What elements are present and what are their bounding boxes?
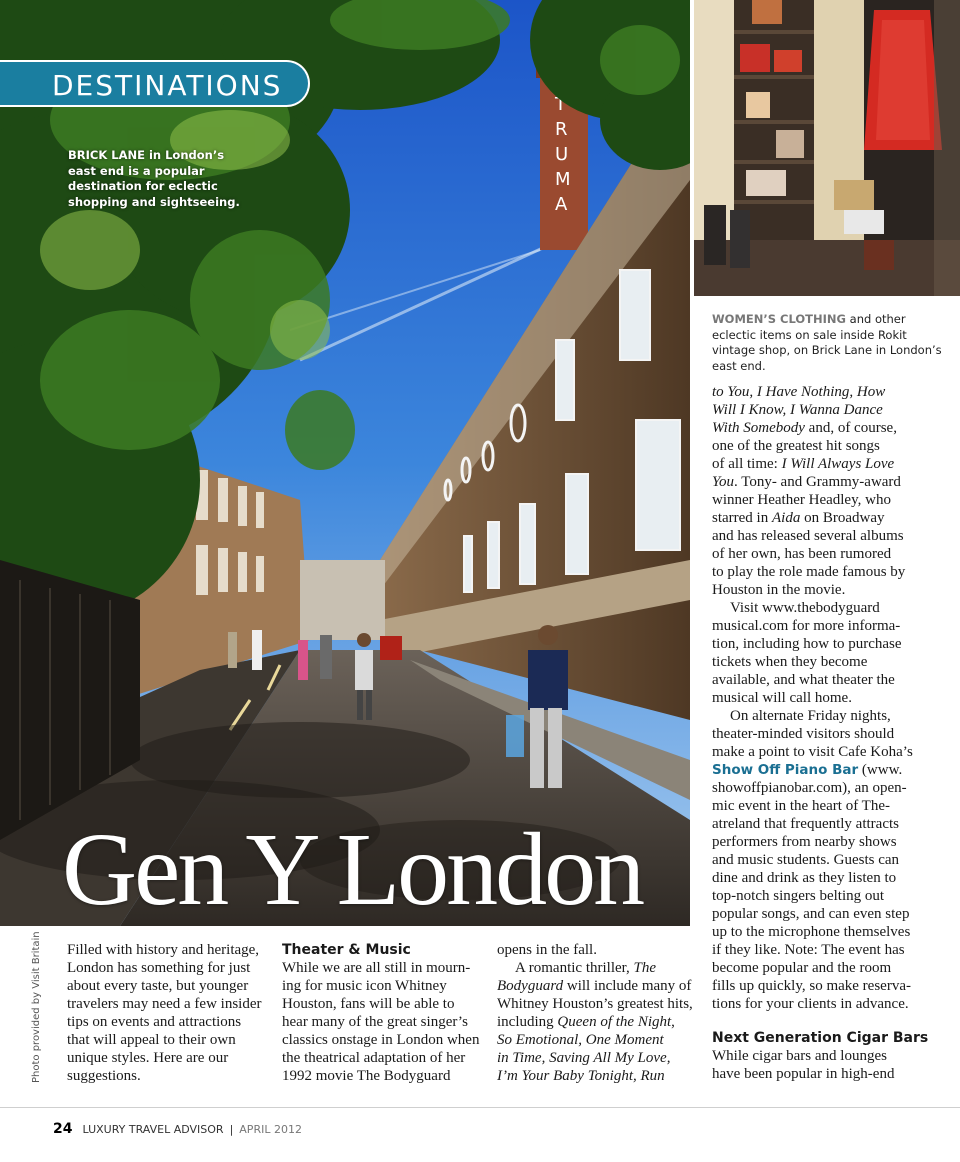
text-line: tions for your clients in advance. [712,996,909,1012]
title-run: to You, I Have Nothing, How [712,384,886,400]
text-line [712,509,952,527]
text-line: mic event in the heart of The- [712,798,890,814]
text-line: On alternate Friday nights, [730,708,891,724]
footer-separator: | [229,1123,234,1136]
text-line: the theatrical adaptation of her [282,1050,466,1066]
svg-text:U: U [555,144,569,165]
banner-label: DESTINATIONS [52,69,283,102]
text-line: if they like. Note: The event has [712,942,905,958]
text-line: Visit www.thebodyguard [730,600,880,616]
text-line: travelers may need a few insider [67,996,262,1012]
shop-caption [712,312,947,374]
headline: Gen Y London [62,812,643,927]
text-line: popular songs, and can even step [712,906,910,922]
text-line: While we are all still in mourn- [282,960,471,976]
title-run: in Time, Saving All My Love, [497,1050,671,1066]
text-run: will include many of [563,978,692,994]
article-column-1 [67,941,267,1085]
text-run: of all time: [712,456,782,472]
text-run: . Tony- and Grammy-award [733,474,901,490]
title-run: So Emotional, One Moment [497,1032,664,1048]
theater-paragraph [282,959,482,1085]
text-line: Houston in the movie. [712,582,846,598]
text-line: winner Heather Headley, who [712,492,891,508]
title-run: I Will Always Love [781,456,895,472]
text-line: and music students. Guests can [712,852,900,868]
text-line: to play the role made famous by [712,564,906,580]
show-off-piano-bar-name: Show Off Piano Bar [712,762,859,778]
page-number: 24 [53,1121,73,1137]
text-line: suggestions. [67,1068,141,1084]
text-line [712,419,952,437]
text-line: Houston, fans will be able to [282,996,455,1012]
title-run: The [633,960,657,976]
title-run: I’m Your Baby Tonight, Run [497,1068,665,1084]
title-run: Aida [771,510,801,526]
text-line: one of the greatest hit songs [712,438,880,454]
text-line: become popular and the room [712,960,892,976]
text-line [712,401,952,419]
intro-paragraph [67,941,267,1085]
text-run: and, of course, [804,420,897,436]
text-line: While cigar bars and lounges [712,1048,887,1064]
title-run: Queen of the Night [557,1014,672,1030]
text-line: and has released several albums [712,528,904,544]
text-line [497,959,697,977]
shop-caption-text: and other eclectic items on sale inside Rokit vintage shop, on Brick Lane in London’s east end. [712,312,942,373]
text-line: theater-minded visitors should [712,726,895,742]
photo-credit: Photo provided by Visit Britain [31,931,42,1083]
text-run: A romantic thriller, [515,960,634,976]
text-line [712,761,952,779]
cigar-paragraph [712,1047,952,1083]
text-line [497,1031,697,1049]
text-line: of her own, has been rumored [712,546,892,562]
section-heading-theater-music: Theater & Music [282,942,411,958]
text-line [712,473,952,491]
songs-paragraph [712,383,952,599]
text-run: (www. [858,762,903,778]
article-column-4 [712,383,952,1083]
text-line: opens in the fall. [497,942,597,958]
rokit-shop-photo [694,0,960,296]
text-line: Filled with history and heritage, [67,942,260,958]
text-line: about every taste, but younger [67,978,249,994]
text-line: ing for music icon Whitney [282,978,447,994]
text-line: classics onstage in London when [282,1032,480,1048]
text-line: hear many of the great singer’s [282,1014,468,1030]
text-line [712,383,952,401]
text-line: tips on events and attractions [67,1014,242,1030]
title-run: You [712,474,734,490]
text-line [497,1049,697,1067]
text-line: atreland that frequently attracts [712,816,899,832]
text-line: unique styles. Here are our [67,1050,229,1066]
text-line: fills up quickly, so make reserva- [712,978,911,994]
text-line: tion, including how to purchase [712,636,902,652]
text-line: musical.com for more informa- [712,618,901,634]
text-line [497,1067,697,1085]
issue-date: APRIL 2012 [239,1123,302,1136]
destinations-banner [0,60,310,107]
page-footer [53,1121,302,1137]
text-line: London has something for just [67,960,251,976]
svg-text:A: A [555,194,568,215]
visit-website-paragraph [712,599,952,707]
text-line [497,977,697,995]
text-line: 1992 movie The Bodyguard [282,1068,451,1084]
article-column-3 [497,941,697,1085]
text-line: have been popular in high-end [712,1066,895,1082]
text-line: including Queen of the Night, [497,1014,675,1030]
text-line: performers from nearby shows [712,834,897,850]
section-heading-cigar-bars: Next Generation Cigar Bars [712,1030,929,1046]
text-line: available, and what theater the [712,672,895,688]
bodyguard-paragraph [497,941,697,1085]
text-run: including [497,1014,558,1030]
article-column-2 [282,941,482,1085]
text-run: starred in [712,510,772,526]
text-line: showoffpianobar.com), an open- [712,780,907,796]
footer-divider [0,1107,960,1108]
text-line: tickets when they become [712,654,868,670]
shop-caption-lead: WOMEN’S CLOTHING [712,312,846,326]
svg-text:R: R [555,119,568,140]
publication-name: LUXURY TRAVEL ADVISOR [82,1123,224,1136]
text-line: top-notch singers belting out [712,888,885,904]
text-line [712,455,952,473]
photo-caption: BRICK LANE in London’s east end is a popular destination for eclectic shopping and sightseeing. [68,148,240,209]
svg-text:M: M [555,169,571,190]
svg-text:T: T [555,94,566,115]
text-run: on Broadway [800,510,885,526]
title-run: Will I Know, I Wanna Dance [712,402,883,418]
text-line: Whitney Houston’s greatest hits, [497,996,693,1012]
text-line: musical will call home. [712,690,852,706]
text-line: that will appeal to their own [67,1032,236,1048]
text-line: up to the microphone themselves [712,924,911,940]
text-line: dine and drink as they listen to [712,870,897,886]
piano-bar-paragraph [712,707,952,1013]
title-run: With Somebody [712,420,805,436]
title-run: Bodyguard [497,978,564,994]
text-line: make a point to visit Cafe Koha’s [712,744,913,760]
